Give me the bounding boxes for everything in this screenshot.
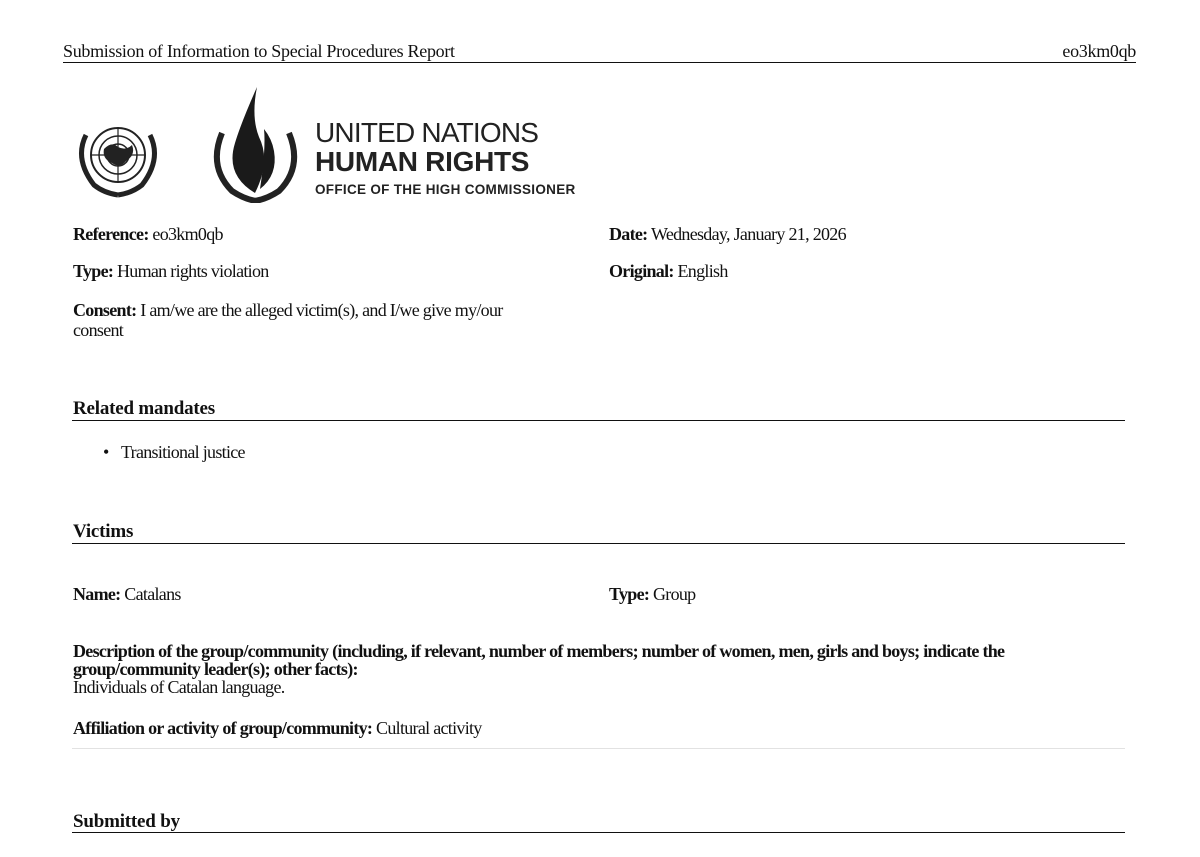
header-reference: eo3km0qb <box>1062 41 1136 61</box>
related-mandates-heading: Related mandates <box>73 398 215 419</box>
affiliation-label: Affiliation or activity of group/community: <box>73 718 373 738</box>
section-rule <box>72 832 1125 833</box>
mandate-list-item <box>103 442 245 463</box>
victim-type-field <box>609 584 695 605</box>
original-field <box>609 261 728 282</box>
reference-label: Reference: <box>73 224 149 244</box>
victim-name-label: Name: <box>73 584 121 604</box>
victim-name-field <box>73 584 181 605</box>
type-value: Human rights violation <box>116 261 269 281</box>
group-description-label: Description of the group/community (including, if relevant, number of members; number of women, men, girls and boys; indicate the <box>73 641 1005 661</box>
mandate-label: Transitional justice <box>121 442 245 462</box>
date-value: Wednesday, January 21, 2026 <box>650 224 846 244</box>
date-label: Date: <box>609 224 648 244</box>
type-label: Type: <box>73 261 114 281</box>
submitted-by-heading: Submitted by <box>73 811 180 832</box>
group-description-label-cont: group/community leader(s); other facts): <box>73 659 358 679</box>
victim-type-value: Group <box>652 584 696 604</box>
group-description-field <box>73 642 1004 696</box>
victim-type-label: Type: <box>609 584 650 604</box>
consent-field <box>73 300 503 340</box>
affiliation-field <box>73 718 482 739</box>
logo-line-1: UNITED NATIONS <box>315 117 539 148</box>
original-label: Original: <box>609 261 674 281</box>
section-rule <box>72 420 1125 421</box>
type-field <box>73 261 269 282</box>
divider <box>72 748 1125 749</box>
reference-field <box>73 224 223 245</box>
original-value: English <box>677 261 728 281</box>
affiliation-value: Cultural activity <box>376 718 482 738</box>
ohchr-flame-logo <box>208 85 303 203</box>
bullet-icon: • <box>103 442 109 462</box>
logo-line-2: HUMAN RIGHTS <box>315 146 530 177</box>
consent-label: Consent: <box>73 300 137 320</box>
logo-line-3: OFFICE OF THE HIGH COMMISSIONER <box>315 182 576 197</box>
section-rule <box>72 543 1125 544</box>
victim-name-value: Catalans <box>124 584 181 604</box>
report-title: Submission of Information to Special Procedures Report <box>63 41 455 61</box>
group-description-value: Individuals of Catalan language. <box>73 677 285 697</box>
consent-value: I am/we are the alleged victim(s), and I/we give my/our <box>140 300 503 320</box>
victims-heading: Victims <box>73 521 134 542</box>
header-rule <box>63 62 1136 63</box>
consent-value-cont: consent <box>73 320 124 340</box>
un-emblem-logo <box>72 115 164 199</box>
date-field <box>609 224 846 245</box>
reference-value: eo3km0qb <box>152 224 223 244</box>
